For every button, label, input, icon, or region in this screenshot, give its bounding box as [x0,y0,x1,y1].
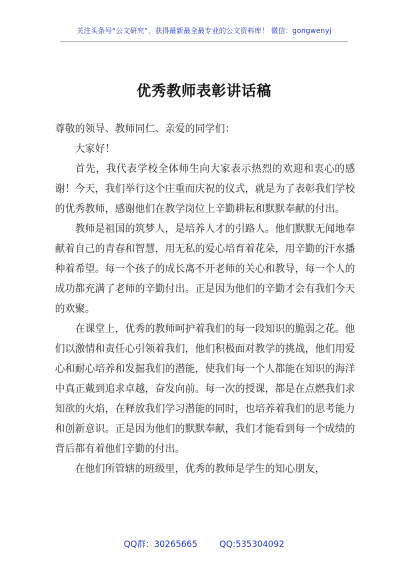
footer-contact [0,538,408,550]
footer-qq-group: QQ群：30265665 [123,540,198,550]
header-divider [60,41,348,42]
salutation: 尊敬的领导、教师同仁、亲爱的同学们： [55,124,235,135]
paragraph-1: 首先，我代表学校全体师生向大家表示热烈的欢迎和衷心的感谢！今天，我们举行这个庄重而庆祝的仪式，就是为了表彰我们学校的优秀教师，感谢他们在教学岗位上辛勤耕耘和默默奉献的付出。 [55,164,355,215]
paragraph-greeting: 大家好！ [75,144,115,155]
header-notice: 关注头条号“公文研究”，获得最新最全最专业的公文资料库！ 微信：gongwenyj [76,27,332,35]
document-body [55,120,355,480]
document-title: 优秀教师表彰讲话稿 [136,84,272,100]
paragraph-2: 教师是祖国的筑梦人，是培养人才的引路人。他们默默无闻地奉献着自己的青春和智慧，用无私的爱心培育着花朵，用辛勤的汗水播种着希望。每一个孩子的成长离不开老师的关心和教导，每一个人的成功都充满了老师的辛勤付出。正是因为他们的辛勤才会有我们今天的欢聚。 [55,224,355,315]
paragraph-4: 在他们所管辖的班级里，优秀的教师是学生的知心朋友， [75,464,325,475]
footer-qq-number: QQ:535304092 [219,540,285,550]
paragraph-3: 在课堂上，优秀的教师呵护着我们的每一段知识的脆弱之花。他们以激情和责任心引领着我们，他们积极面对教学的挑战，他们用爱心和耐心培养和发掘我们的潜能，使我们每一个人都能在知识的海洋中真正戴到追求卓越，奋发向前。每一次的授课，都是在点燃我们求知欲的火焰，在释放我们学习潜能的同时，也培养着我们的思考能力和创新意识。正是因为他们的默默奉献，我们才能看到每一个成绩的背后都有着他们辛勤的付出。 [55,324,355,455]
